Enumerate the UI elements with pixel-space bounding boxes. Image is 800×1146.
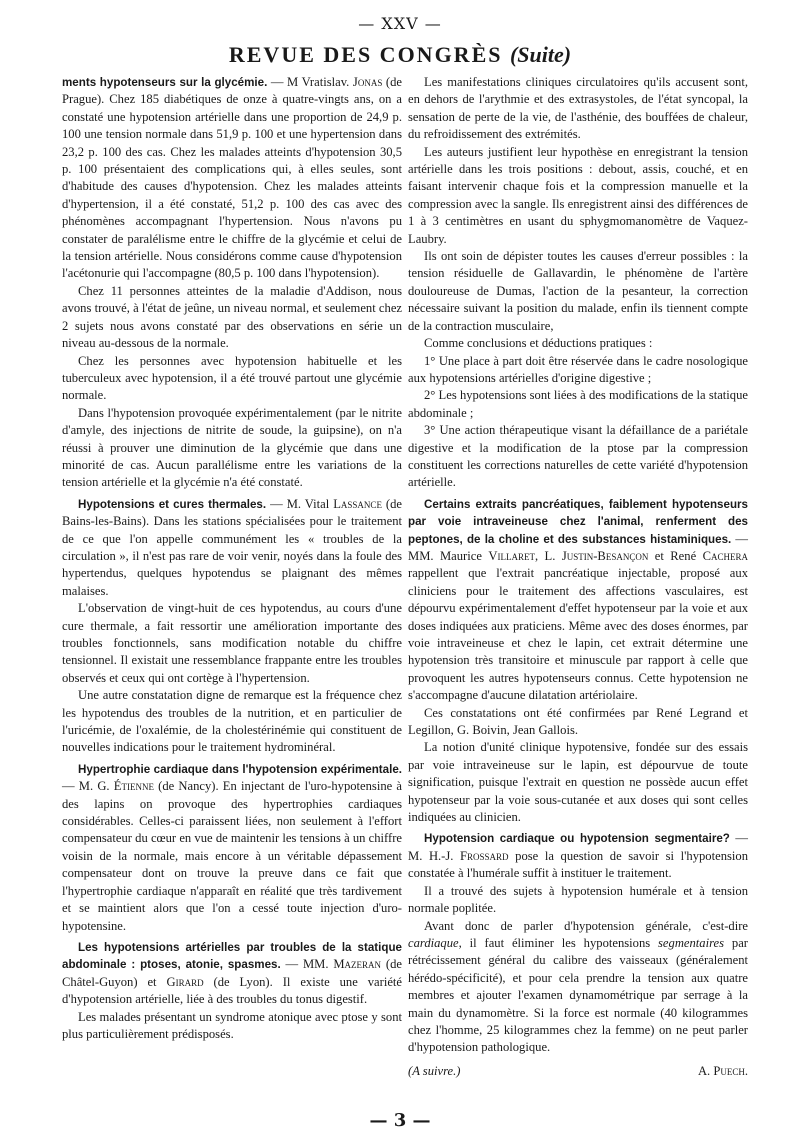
roman-page-numeral: — XXV —	[358, 14, 442, 33]
paragraph: Certains extraits pancréatiques, faiblement hypotenseurs par voie intraveineuse chez l'animal, renferment des peptones, de la choline et des substances histaminiques. — MM. Maurice Villaret, L. Justin-Besançon et René Cachera rappellent que l'extrait pancréatique injectable, proposé aux cliniciens pour le traitement des affections vasculaires, est dépourvu expérimentalement d'effet hypotenseur par la voie et aux doses indiquées aux praticiens. Même avec des doses énormes, par voie intraveineuse et chez le lapin, cet extrait détermine une hypotension très transitoire et minuscule par rapport à celle que provoquent les autres hypotenseurs connus. Cette hypotension ne s'accompagne d'aucune dilatation artériolaire.	[408, 497, 748, 703]
paragraph: La notion d'unité clinique hypotensive, fondée sur des essais par voie intraveineuse sur le lapin, est dépourvue de toute signification, puisque l'extrait en question ne possède aucun effet hypotenseur par la voie sous-cutanée et aux doses qui sont celles indiquées au clinicien.	[408, 740, 748, 825]
page-title	[0, 42, 800, 68]
author-name: Frossard	[460, 848, 509, 863]
paragraph: Une autre constatation digne de remarque est la fréquence chez les hypotendus des troubles de la nutrition, et en particulier de l'uricémie, de l'oxalémie, de la cholestérinémie qui constituent de nouvelles indications pour le traitement hydrominéral.	[62, 688, 402, 755]
paragraph: Dans l'hypotension provoquée expérimentalement (par le nitrite d'amyle, des injections de nitrite de soude, la guipsine), on n'a réussi à prouver une diminution de la glycémie que dans une minorité de cas. Aucun parallélisme entre les variations de la tension artérielle et la glycémie n'a été constaté.	[62, 405, 402, 490]
right-column	[408, 74, 748, 1080]
article-signoff	[408, 1063, 748, 1080]
author-name: Villaret	[488, 548, 535, 563]
author-name: Mazeran	[333, 957, 382, 972]
paragraph: Hypotension cardiaque ou hypotension segmentaire? — M. H.-J. Frossard pose la question de savoir si l'hypotension constatée à l'humérale suffit à instituer le traitement.	[408, 831, 748, 881]
section-heading: ments hypotenseurs sur la glycémie.	[62, 76, 268, 89]
author-name: Étienne	[113, 779, 154, 794]
author-name: Girard	[166, 974, 204, 989]
author-name: Jonas	[352, 75, 383, 89]
paragraph: Les hypotensions artérielles par troubles de la statique abdominale : ptoses, atonie, spasmes. — MM. Mazeran (de Châtel-Guyon) et Girard (de Lyon). Il existe une variété d'hypotension artérielle, liée à des troubles du tonus digestif.	[62, 940, 402, 1007]
paragraph: L'observation de vingt-huit de ces hypotendus, au cours d'une cure thermale, a fait ressortir une amélioration importante des troubles fonctionnels, sans modification notable du chiffre tensionnel. Il existait une ressemblance frappante entre les troubles observés et ceux qui ont cortège à l'hypertension.	[62, 601, 402, 685]
author-signature: A. Puech.	[697, 1063, 748, 1078]
to-be-continued: (A suivre.)	[408, 1063, 461, 1078]
left-column	[62, 74, 402, 1043]
section-heading: Hypotension cardiaque ou hypotension segmentaire?	[424, 832, 730, 846]
section-heading: Certains extraits pancréatiques, faiblement hypotenseurs par voie intraveineuse chez l'animal, renferment des peptones, de la choline et des substances histaminiques.	[408, 497, 748, 546]
section-heading: Hypotensions et cures thermales.	[78, 497, 267, 511]
paragraph: Ils ont soin de dépister toutes les causes d'erreur possibles : la tension résiduelle de Gallavardin, le phénomène de l'artère douloureuse de Dumas, l'action de la pesanteur, la correction nécessaire suivant la position du malade, enfin ils tiennent compte de la contraction musculaire,	[408, 249, 748, 333]
paragraph: Hypertrophie cardiaque dans l'hypotension expérimentale. — M. G. Étienne (de Nancy). En injectant de l'uro-hypotensine à des lapins on provoque des hypertrophies cardiaques considérables. Celles-ci paraissent liées, non seulement à l'effort compensateur du cœur en vue de maintenir les tensions à un chiffre voisin de la normale, mais encore à un véritable dépassement compensateur dont on trouve la preuve dans ce fait que l'hypertrophie cardiaque n'apparaît en réalité que très tardivement et se maintient alors que l'on a cessé toute injection d'uro-hypotensine.	[62, 762, 403, 933]
author-name: Lassance	[333, 496, 382, 511]
page-number: — 3 —	[369, 1110, 431, 1131]
paragraph: Les malades présentant un syndrome atonique avec ptose y sont plus particulièrement prédisposés.	[62, 1009, 402, 1041]
section-heading: Hypertrophie cardiaque dans l'hypotension expérimentale.	[78, 762, 402, 776]
paragraph: Ces constatations ont été confirmées par René Legrand et Legillon, G. Boivin, Jean Gallois.	[408, 705, 748, 738]
paragraph: Avant donc de parler d'hypotension générale, c'est-dire cardiaque, il faut éliminer les hypotensions segmentaires par rétrécissement général du calibre des vaisseaux (généralement hérédo-spécificité), et pour cela prendre la tension aux quatre membres et ajouter l'examen dynamométrique par serrage à la main du dynamomètre. Si la force est normale (40 kilogrammes chez l'homme, 25 kilogrammes chez la femme) on ne peut parler d'hypotension pathologique.	[408, 918, 748, 1055]
section-heading: Les hypotensions artérielles par troubles de la statique abdominale : ptoses, atonie, spasmes.	[62, 940, 402, 972]
paragraph: Comme conclusions et déductions pratiques :	[424, 336, 653, 351]
list-item: 2° Les hypotensions sont liées à des modifications de la statique abdominale ;	[408, 388, 748, 420]
emphasis: segmentaires	[658, 935, 725, 950]
title-text: REVUE DES CONGRÈS	[228, 42, 503, 67]
emphasis: cardiaque	[408, 935, 459, 950]
list-item: 1° Une place à part doit être réservée dans le cadre nosologique aux hypotensions artérielles d'origine digestive ;	[408, 353, 748, 385]
paragraph: Chez les personnes avec hypotension habituelle et les tuberculeux avec hypotension, il a été trouvé partout une glycémie normale.	[62, 353, 402, 403]
list-item: 3° Une action thérapeutique visant la défaillance de a pariétale digestive et la modification de la ptose par la compression constituent les corrections naturelles de cette variété d'hypotension artérielle.	[408, 423, 748, 490]
paragraph: Les manifestations cliniques circulatoires qu'ils accusent sont, en dehors de l'arythmie et des extrasystoles, de l'état syncopal, la sensation de perte de la vie, de l'asthénie, des bouffées de chaleur, du refroidissement des extrémités.	[408, 75, 748, 142]
paragraph: Il a trouvé des sujets à hypotension humérale et à tension normale poplitée.	[408, 883, 748, 916]
author-name: Justin-Besançon	[561, 548, 649, 563]
title-suffix: (Suite)	[509, 42, 572, 67]
paragraph: Hypotensions et cures thermales. — M. Vital Lassance (de Bains-les-Bains). Dans les stations spécialisées pour le traitement de ce que l'on appelle communément les « troubles de la circulation », il n'est pas rare de voir venir, noyés dans la foule des hypertendus, quelques hypotendus se plaignant des mêmes malaises.	[62, 496, 403, 598]
author-name: Cachera	[702, 548, 748, 563]
paragraph: ments hypotenseurs sur la glycémie. — M Vratislav. Jonas (de Prague). Chez 185 diabétiques de onze à quatre-vingts ans, on a constaté une hypotension artérielle dans une proportion de 24,9 p. 100 une tension normale dans 51,9 p. 100 et une hypertension dans 23,2 p. 100 des cas. Chez les malades atteints d'hypotension 30,5 p. 100 présentaient des complications qui, à elles seules, sont d'habitude des causes d'hypotension. Chez les malades atteints d'hypertension, il a été constaté, 51,2 p. 100 des cas avec des phénomènes accompagnant l'hypertension. Nous n'avons pu constater de paralélisme entre le chiffre de la glycémie et celui de la tension artérielle. Nous considérons comme cause d'hypotension l'acétonurie qui l'accompagne (80,5 p. 100 dans l'hypotension).	[62, 75, 402, 281]
paragraph: Chez 11 personnes atteintes de la maladie d'Addison, nous avons trouvé, à l'état de jeûne, un niveau normal, et seulement chez 2 sujets nous avons constaté par des observations en série un niveau au-dessous de la normale.	[62, 283, 402, 351]
paragraph: Les auteurs justifient leur hypothèse en enregistrant la tension artérielle dans les trois positions : debout, assis, couché, et en faisant intervenir chaque fois et la compression manuelle et la compression avec la sangle. Ils enregistrent ainsi des différences de 1 à 3 centimètres en usant du sphygmomanomètre de Vaquez-Laubry.	[408, 144, 748, 246]
